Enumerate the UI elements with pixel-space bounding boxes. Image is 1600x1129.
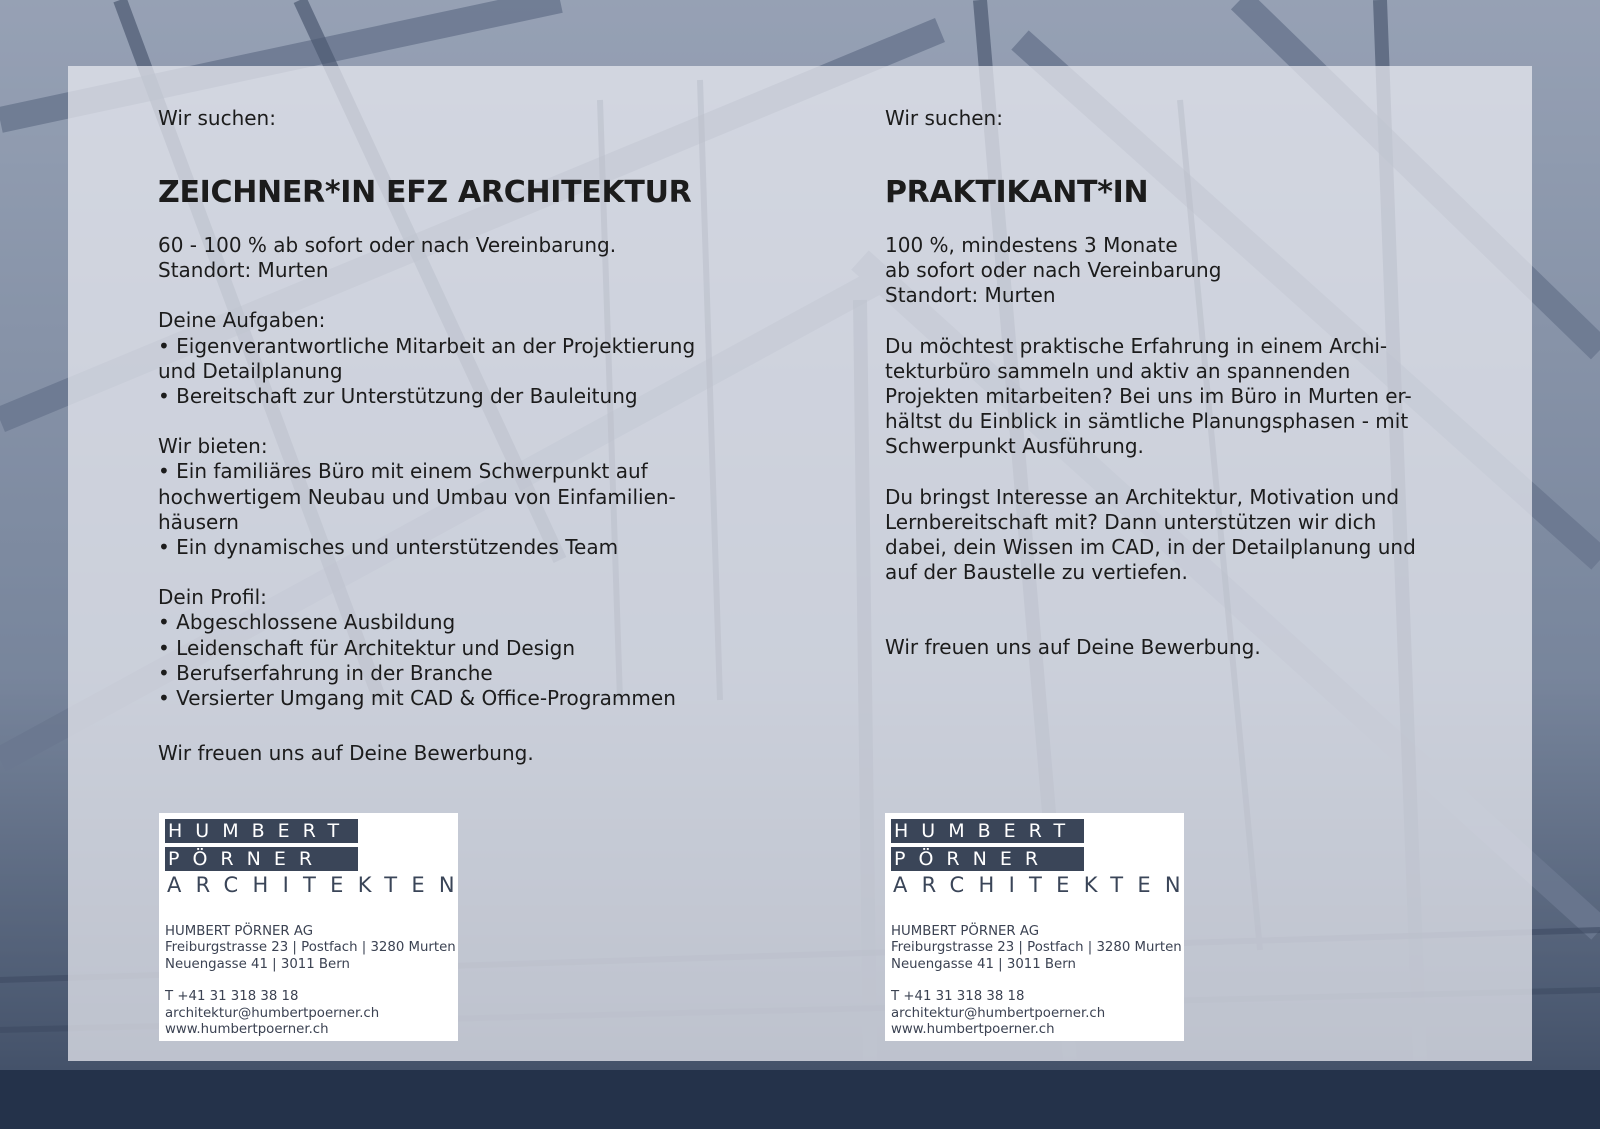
email-address[interactable]: architektur@humbertpoerner.ch — [891, 1005, 1106, 1021]
job-details: 100 %, mindestens 3 Monate ab sofort oder nach Vereinbarung Standort: Murten — [885, 233, 1222, 308]
company-card — [159, 813, 469, 1041]
logo-humbert: HUMBERT — [891, 819, 1084, 843]
requirements-paragraph: Du bringst Interesse an Architektur, Motivation und Lernbereitschaft mit? Dann unterstützen wir dich dabei, dein Wissen im CAD, in der Detailplanung und auf der Baustelle zu vertiefen. — [885, 484, 1416, 585]
company-card — [885, 813, 1195, 1041]
offer-section: Wir bieten: • Ein familiäres Büro mit einem Schwerpunkt auf hochwertigem Neubau und Umbau von Einfamilien- häusern • Ein dynamisches und unterstützendes Team — [158, 434, 676, 560]
phone-number: T +41 31 318 38 18 — [165, 989, 299, 1005]
description-paragraph: Du möchtest praktische Erfahrung in einem Archi- tekturbüro sammeln und aktiv an spannenden Projekten mitarbeiten? Bei uns im Büro in Murten er- hältst du Einblick in sämtliche Planungsphasen - mit Schwerpunkt Ausführung. — [885, 333, 1412, 459]
closing-text: Wir freuen uns auf Deine Bewerbung. — [885, 635, 1261, 660]
email-address[interactable]: architektur@humbertpoerner.ch — [165, 1005, 380, 1021]
logo-poerner: PÖRNER — [891, 847, 1084, 871]
website-link[interactable]: www.humbertpoerner.ch — [165, 1022, 329, 1038]
job-title: ZEICHNER*IN EFZ ARCHITEKTUR — [158, 175, 692, 210]
phone-number: T +41 31 318 38 18 — [891, 989, 1025, 1005]
job-details: 60 - 100 % ab sofort oder nach Vereinbarung. Standort: Murten — [158, 233, 617, 283]
logo-poerner: PÖRNER — [165, 847, 358, 871]
job-column-intern — [885, 106, 1445, 661]
logo-architekten: ARCHITEKTEN — [167, 873, 469, 897]
contact-block — [891, 924, 1182, 1038]
logo-architekten: ARCHITEKTEN — [893, 873, 1195, 897]
address-murten: Freiburgstrasse 23 | Postfach | 3280 Murten — [891, 940, 1182, 956]
website-link[interactable]: www.humbertpoerner.ch — [891, 1022, 1055, 1038]
company-name: HUMBERT PÖRNER AG — [891, 924, 1040, 939]
company-name: HUMBERT PÖRNER AG — [165, 924, 314, 939]
profile-section: Dein Profil: • Abgeschlossene Ausbildung • Leidenschaft für Architektur und Design • Berufserfahrung in der Branche • Versierter Umgang mit CAD & Office-Programmen — [158, 585, 676, 711]
address-bern: Neuengasse 41 | 3011 Bern — [165, 956, 350, 972]
tasks-section: Deine Aufgaben: • Eigenverantwortliche Mitarbeit an der Projektierung und Detailplanung • Bereitschaft zur Unterstützung der Bauleitung — [158, 308, 696, 409]
logo-humbert: HUMBERT — [165, 819, 358, 843]
job-column-draftsperson — [158, 106, 718, 766]
intro-text: Wir suchen: — [158, 106, 276, 130]
address-murten: Freiburgstrasse 23 | Postfach | 3280 Murten — [165, 940, 456, 956]
contact-block — [165, 924, 456, 1038]
address-bern: Neuengasse 41 | 3011 Bern — [891, 956, 1076, 972]
job-title: PRAKTIKANT*IN — [885, 175, 1149, 210]
closing-text: Wir freuen uns auf Deine Bewerbung. — [158, 741, 534, 766]
intro-text: Wir suchen: — [885, 106, 1003, 130]
